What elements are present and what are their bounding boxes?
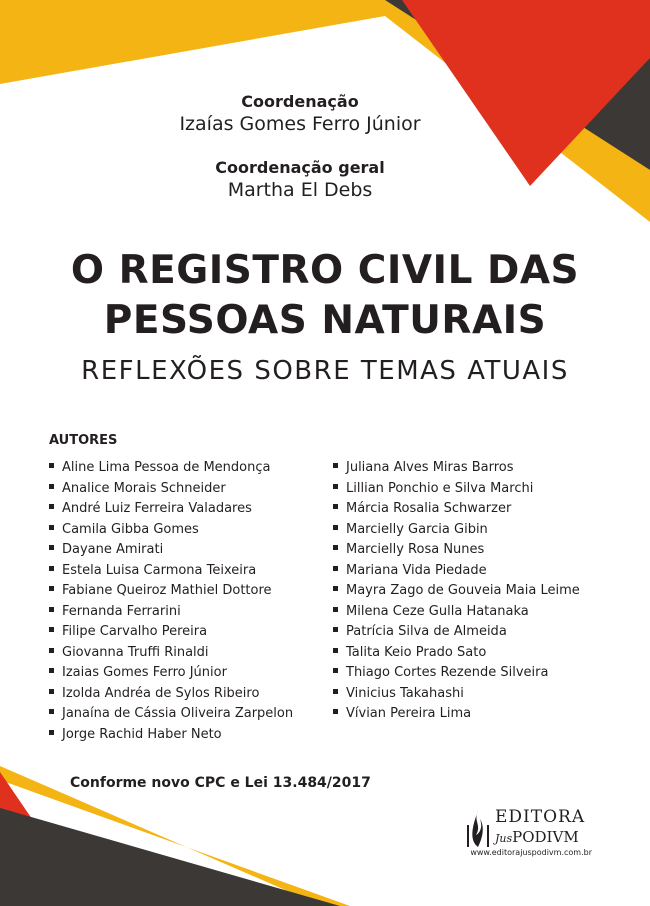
book-title-line-1: O REGISTRO CIVIL DAS <box>70 248 580 293</box>
author-item: Marcielly Garcia Gibin <box>333 520 580 541</box>
author-item: Mayra Zago de Gouveia Maia Leime <box>333 581 580 602</box>
author-item: André Luiz Ferreira Valadares <box>49 499 293 520</box>
author-item: Vívian Pereira Lima <box>333 704 580 725</box>
author-item: Márcia Rosalia Schwarzer <box>333 499 580 520</box>
authors-heading: AUTORES <box>49 433 118 448</box>
coordinator-name: Izaías Gomes Ferro Júnior <box>179 113 421 135</box>
coordination-label: Coordenação <box>241 92 359 111</box>
publisher-subname <box>495 828 579 846</box>
author-item: Dayane Amirati <box>49 540 293 561</box>
author-item: Fernanda Ferrarini <box>49 602 293 623</box>
authors-column-2 <box>333 458 580 725</box>
author-item: Aline Lima Pessoa de Mendonça <box>49 458 293 479</box>
book-title <box>0 246 650 346</box>
publisher-flame-icon <box>464 809 492 849</box>
publisher-name: EDITORA <box>495 807 586 827</box>
author-item: Izolda Andréa de Sylos Ribeiro <box>49 684 293 705</box>
publisher-jus: Jus <box>495 832 513 845</box>
author-item: Filipe Carvalho Pereira <box>49 622 293 643</box>
author-item: Analice Morais Schneider <box>49 479 293 500</box>
author-item: Camila Gibba Gomes <box>49 520 293 541</box>
author-item: Juliana Alves Miras Barros <box>333 458 580 479</box>
coordination-block <box>0 92 600 136</box>
author-item: Patrícia Silva de Almeida <box>333 622 580 643</box>
author-item: Talita Keio Prado Sato <box>333 643 580 664</box>
author-item: Estela Luisa Carmona Teixeira <box>49 561 293 582</box>
publisher-podivm: PODIVM <box>512 828 579 846</box>
publisher-url: www.editorajuspodivm.com.br <box>470 848 592 857</box>
book-subtitle: REFLEXÕES SOBRE TEMAS ATUAIS <box>81 356 569 386</box>
edition-note: Conforme novo CPC e Lei 13.484/2017 <box>70 775 371 791</box>
author-item: Milena Ceze Gulla Hatanaka <box>333 602 580 623</box>
author-item: Jorge Rachid Haber Neto <box>49 725 293 746</box>
general-coordinator-name: Martha El Debs <box>227 179 373 201</box>
author-item: Janaína de Cássia Oliveira Zarpelon <box>49 704 293 725</box>
general-coordination-label: Coordenação geral <box>215 158 385 177</box>
author-item: Izaias Gomes Ferro Júnior <box>49 663 293 684</box>
author-item: Lillian Ponchio e Silva Marchi <box>333 479 580 500</box>
author-item: Mariana Vida Piedade <box>333 561 580 582</box>
author-item: Fabiane Queiroz Mathiel Dottore <box>49 581 293 602</box>
author-item: Giovanna Truffi Rinaldi <box>49 643 293 664</box>
author-item: Vinicius Takahashi <box>333 684 580 705</box>
author-item: Thiago Cortes Rezende Silveira <box>333 663 580 684</box>
author-item: Marcielly Rosa Nunes <box>333 540 580 561</box>
book-title-line-2: PESSOAS NATURAIS <box>103 298 547 343</box>
authors-column-1 <box>49 458 293 745</box>
general-coordination-block <box>0 158 600 202</box>
publisher-logo <box>462 807 592 861</box>
